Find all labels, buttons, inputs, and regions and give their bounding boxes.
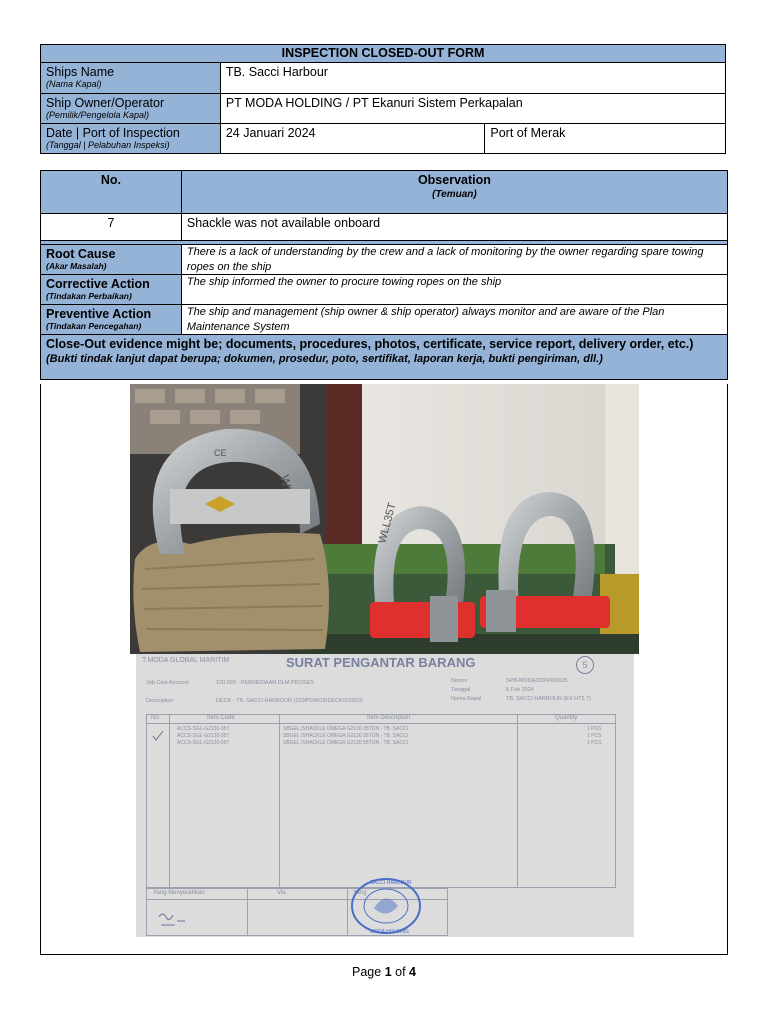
evidence-header-cell	[41, 335, 728, 380]
preventive-action-sublabel: (Tindakan Pencegahan)	[46, 321, 142, 331]
ship-name-label: Ships Name	[46, 65, 115, 79]
root-cause-label-cell	[41, 245, 182, 275]
description-label: Description	[146, 698, 174, 704]
observation-header-cell	[181, 171, 727, 214]
col-item-code: Item Code	[207, 715, 235, 721]
page-current: 1	[384, 965, 392, 979]
owner-label: Ship Owner/Operator	[46, 96, 165, 110]
corrective-action-label: Corrective Action	[46, 277, 150, 291]
page-prefix: Page	[352, 965, 385, 979]
row-desc: SBGEL /SHACKLE OMEGA G2130 35TON - TB. SACCI	[283, 726, 408, 732]
form-title: INSPECTION CLOSED-OUT FORM	[41, 45, 726, 63]
page-of: of	[391, 965, 410, 979]
owner-sublabel: (Pemilik/Pengelola Kapal)	[46, 110, 150, 120]
col-quantity: Quantity	[555, 715, 578, 721]
delivery-note-page-mark: 5	[576, 656, 594, 674]
checkmark-icon	[151, 729, 165, 743]
corrective-action-sublabel: (Tindakan Perbaikan)	[46, 291, 132, 301]
sig-receiver-label: Yang	[353, 890, 367, 896]
table-row	[147, 733, 615, 740]
preventive-label-cell	[41, 305, 182, 335]
page-footer	[0, 965, 768, 979]
root-cause-label: Root Cause	[46, 247, 116, 261]
nomor-label: Nomor	[451, 678, 468, 684]
row-qty: 1 PCS	[587, 733, 602, 739]
ship-name-value: TB. Sacci Harbour	[220, 63, 725, 94]
preventive-action-label: Preventive Action	[46, 307, 152, 321]
nomor-value: SPB-MODA/2024/II/0025	[506, 678, 568, 684]
col-item-description: Item Description	[367, 715, 411, 721]
row-code: ACCS-SGL-G2130-55T	[177, 740, 230, 746]
finding-table	[40, 170, 728, 380]
corrective-label-cell	[41, 275, 182, 305]
date-value: 24 Januari 2024	[220, 124, 485, 154]
corrective-action-value: The ship informed the owner to procure towing ropes on the ship	[181, 275, 727, 305]
sig-via-label: Via	[277, 890, 286, 896]
preventive-action-value: The ship and management (ship owner & ship operator) always monitor and are aware of the Plan Maintenance System	[181, 305, 727, 335]
evidence-area	[40, 384, 728, 955]
table-row	[147, 740, 615, 747]
kapal-value: TB. SACCI HARBOUR (EX HT5 7)	[506, 696, 591, 702]
observation-header: Observation	[417, 173, 491, 187]
delivery-note-company: T.MODA GLOBAL MARITIM	[142, 657, 230, 664]
no-header: No.	[41, 171, 182, 214]
observation-subheader: (Temuan)	[432, 189, 477, 200]
tanggal-label: Tanggal	[451, 687, 471, 693]
shackle-marking-small: WLL35T	[376, 501, 399, 545]
delivery-items-table	[146, 714, 616, 888]
company-stamp	[346, 876, 426, 936]
date-label-cell	[41, 124, 221, 154]
date-sublabel: (Tanggal | Pelabuhan Inspeksi)	[46, 140, 170, 150]
row-qty: 1 PCS	[587, 726, 602, 732]
row-desc: SBGEL /SHACKLE OMEGA G2130 35TON - TB. SACCI	[283, 733, 408, 739]
table-row	[147, 726, 615, 733]
signature-scribble	[157, 909, 197, 929]
root-cause-value: There is a lack of understanding by the crew and a lack of monitoring by the owner regarding spare towing ropes on the ship	[181, 245, 727, 275]
description-value: DECK - TB. SACCI HARBOUR (120/PD4018/DECK/II/2023)	[216, 698, 363, 704]
delivery-note-title: SURAT PENGANTAR BARANG	[286, 655, 476, 670]
row-qty: 1 PCS	[587, 740, 602, 746]
root-cause-sublabel: (Akar Masalah)	[46, 261, 107, 271]
col-no: No.	[151, 715, 161, 721]
kapal-label: Nama Kapal	[451, 696, 482, 702]
stamp-top-text: SACCI HARBOUR	[370, 880, 412, 886]
finding-number: 7	[41, 214, 182, 241]
row-code: ACCS-SGL-G2130-35T	[177, 733, 230, 739]
sig-sender-label: Yang Menyerahkan	[153, 890, 205, 896]
owner-value: PT MODA HOLDING / PT Ekanuri Sistem Perkapalan	[220, 94, 725, 124]
row-code: ACCS-SGL-G2130-35T	[177, 726, 230, 732]
tanggal-value: 6 Feb 2024	[506, 687, 534, 693]
evidence-subtitle: (Bukti tindak lanjut dapat berupa; dokumen, prosedur, poto, sertifikat, laporan kerja, bukti pengiriman, dll.)	[46, 353, 603, 365]
header-table	[40, 44, 726, 154]
ship-name-label-cell	[41, 63, 221, 94]
date-label: Date | Port of Inspection	[46, 126, 180, 140]
owner-label-cell	[41, 94, 221, 124]
row-desc: SBGEL /SHACKLE OMEGA G2130 55TON - TB. SACCI	[283, 740, 408, 746]
shackle-marking-ce: CE	[214, 448, 227, 458]
delivery-note	[136, 654, 634, 937]
stamp-bottom-text: MODA HOLDING	[370, 929, 409, 935]
shackle-photo	[130, 384, 639, 654]
account-label: Job Cost Account	[146, 680, 189, 686]
ship-name-sublabel: (Nama Kapal)	[46, 79, 102, 89]
page-total: 4	[409, 965, 416, 979]
observation-value: Shackle was not available onboard	[181, 214, 727, 241]
port-value: Port of Merak	[485, 124, 726, 154]
account-value: 120.020 - PERSEDIAAN DLM PROSES	[216, 680, 314, 686]
evidence-title: Close-Out evidence might be; documents, procedures, photos, certificate, service report, delivery order, etc.)	[46, 337, 694, 351]
